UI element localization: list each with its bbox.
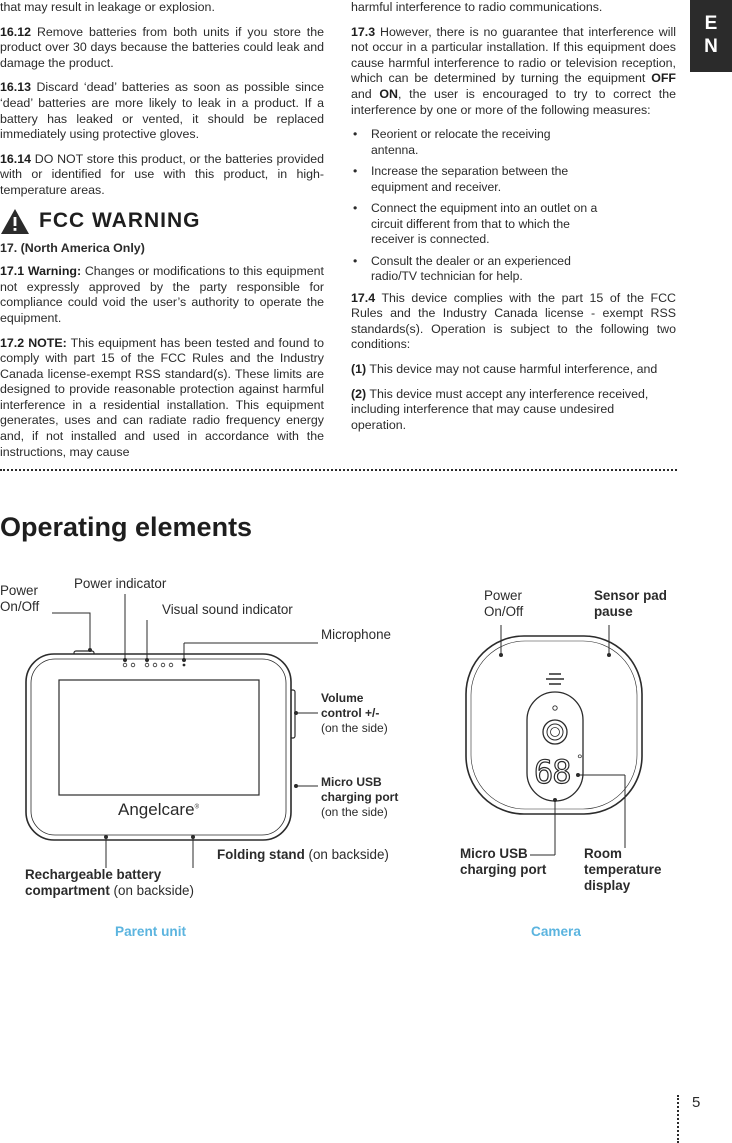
label-folding-stand: Folding stand (on backside) <box>217 847 389 862</box>
paragraph-17-4: 17.4 This device complies with the part 15 of the FCC Rules and the Industry Canada license - exempt RSS standards(s). Operation is subject to the following two conditions: <box>351 290 677 352</box>
lang-letter-e: E <box>704 13 718 34</box>
label-room-temperature: Room temperature display <box>584 846 662 893</box>
operating-elements-title: Operating elements <box>0 512 253 542</box>
list-item: • Consult the dealer or an experienced radio/TV technician for help. <box>351 254 601 285</box>
lang-letter-n: N <box>704 36 718 57</box>
paragraph-16-13: 16.13 Discard ‘dead’ batteries as soon as possible since ‘dead’ batteries are more likely to leak in a product. If a battery has leaked or vented, it should be replaced immediately using protective gloves. <box>0 80 324 142</box>
condition-1: (1) This device may not cause harmful interference, and <box>351 362 658 377</box>
paragraph-16-12: 16.12 Remove batteries from both units if you store the product over 30 days because the batteries could leak and damage the product. <box>0 24 324 70</box>
label-sensor-pad-pause: Sensor pad pause <box>594 588 667 619</box>
paragraph-17-2: 17.2 NOTE: This equipment has been tested and found to comply with part 15 of the FCC Rules and the Industry Canada license-exempt RSS standard(s). These limits are designed to provide reasonable protection against harmful interference in a residential installation. This equipment generates, uses and can radiate radio frequency energy and, if not installed and used in accordance with the instructions, may cause <box>0 335 325 459</box>
section-17-label: 17. (North America Only) <box>0 240 145 255</box>
label-power-indicator: Power indicator <box>74 576 167 591</box>
temperature-degree: ° <box>577 751 583 767</box>
caption-camera: Camera <box>531 924 581 939</box>
label-parent-micro-usb: Micro USB charging port (on the side) <box>321 775 399 819</box>
label-visual-sound-indicator: Visual sound indicator <box>162 602 293 617</box>
list-item: • Reorient or relocate the receiving antenna. <box>351 127 601 158</box>
continued-text: harmful interference to radio communications. <box>351 0 603 14</box>
temperature-value: 68 <box>534 753 571 791</box>
list-item: • Increase the separation between the equipment and receiver. <box>351 164 601 195</box>
camera-temperature-display <box>534 753 584 793</box>
label-volume-control: Volume control +/- (on the side) <box>321 691 388 735</box>
angelcare-logo: Angelcare® <box>118 800 199 819</box>
fcc-warning-title: FCC WARNING <box>39 209 201 233</box>
caption-parent-unit: Parent unit <box>115 924 186 939</box>
paragraph-17-1: 17.1 Warning: Changes or modifications to this equipment not expressly approved by the party responsible for compliance could void the user’s authority to operate the equipment. <box>0 264 324 325</box>
label-camera-power: Power On/Off <box>484 588 524 619</box>
page-number: 5 <box>692 1094 701 1111</box>
page-number-rule <box>677 1095 679 1143</box>
intro-text: that may result in leakage or explosion. <box>0 0 215 14</box>
list-item: • Connect the equipment into an outlet on a circuit different from that to which the receiver is connected. <box>351 201 601 248</box>
paragraph-17-3: 17.3 However, there is no guarantee that interference will not occur in a particular installation. If this equipment does cause harmful interference to radio or television reception, which can be determined by turning the equipment OFF and ON, the user is encouraged to try to correct the interference by one or more of the following measures: <box>351 24 676 117</box>
condition-2: (2) This device must accept any interference received, including interference that may cause undesired operation. <box>351 386 649 432</box>
label-parent-power: Power On/Off <box>0 583 40 614</box>
label-battery-compartment: Rechargeable battery compartment (on backside) <box>25 867 194 898</box>
label-microphone: Microphone <box>321 627 391 642</box>
paragraph-16-14: 16.14 DO NOT store this product, or the batteries provided with or identified for use with this product, in high-temperature areas. <box>0 151 324 197</box>
label-camera-micro-usb: Micro USB charging port <box>460 846 547 877</box>
